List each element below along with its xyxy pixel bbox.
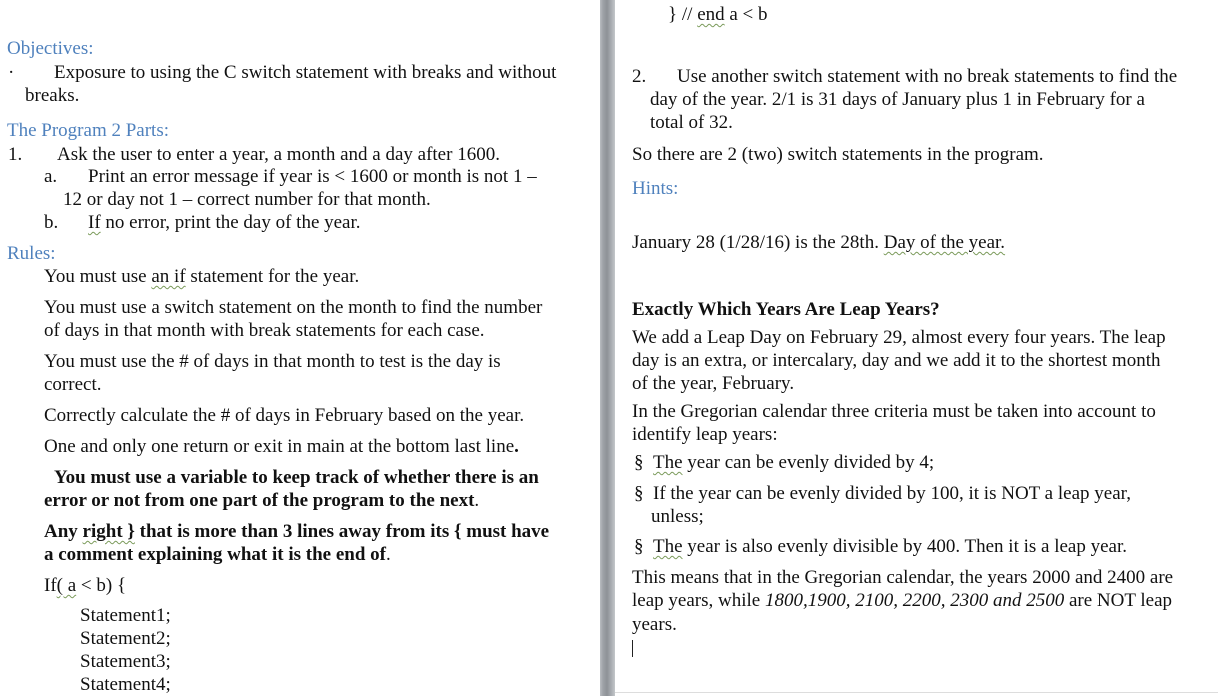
code-statement-2: Statement2;	[80, 628, 171, 649]
page-gutter	[600, 0, 615, 696]
hint-text	[632, 231, 1005, 254]
part1b-letter: b.	[44, 212, 59, 233]
rule-7-text: a comment explaining what it is the end of	[44, 544, 386, 565]
criterion-2-text: If the year can be evenly divided by 100, it is NOT a leap year,	[653, 483, 1131, 504]
means-line-2-pre: leap years, while	[632, 590, 765, 611]
rule-3-line-1: You must use the # of days in that month to test is the day is	[44, 351, 501, 372]
leap-heading: Exactly Which Years Are Leap Years?	[632, 299, 940, 320]
day-of-year-link[interactable]: Day of the year.	[883, 232, 1006, 253]
rule-6-line-2	[44, 489, 479, 512]
grammar-flag: right }	[82, 521, 135, 542]
rule-4: Correctly calculate the # of days in February based on the year.	[44, 405, 525, 426]
means-line-1: This means that in the Gregorian calendar, the years 2000 and 2400 are	[632, 567, 1174, 588]
part1-text: Ask the user to enter a year, a month and a day after 1600.	[57, 144, 500, 165]
code-if-keyword: If	[44, 575, 57, 596]
spelling-flag: an if	[151, 266, 186, 287]
criterion-3-text: year is also evenly divisible by 400. Then it is a leap year.	[682, 536, 1128, 557]
rule-7-line-2	[44, 543, 391, 566]
criterion-1-text: year can be evenly divided by 4;	[682, 452, 935, 473]
rule-7-post: that is more than 3 lines away from its { must have	[134, 521, 550, 542]
means-line-2-post: are NOT leap	[1064, 590, 1172, 611]
part2-line-1: Use another switch statement with no break statements to find the	[677, 66, 1178, 87]
means-line-3: years.	[632, 614, 677, 635]
rule-1-pre: You must use	[44, 266, 152, 287]
code-statement-3: Statement3;	[80, 651, 171, 672]
rule-2-line-1: You must use a switch statement on the month to find the number	[44, 297, 543, 318]
leap-p1-line-2: day is an extra, or intercalary, day and we add it to the shortest month	[632, 350, 1161, 371]
code-if-rest: < b) {	[76, 575, 127, 596]
spelling-flag: The	[653, 452, 683, 473]
rule-7-dot: .	[386, 544, 391, 565]
rule-6-line-1: You must use a variable to keep track of whether there is an	[54, 467, 539, 488]
rule-1	[44, 265, 359, 288]
part2-line-3: total of 32.	[650, 112, 733, 133]
spelling-flag: If	[88, 212, 101, 233]
end-brace: } //	[668, 4, 698, 25]
part2-number: 2.	[632, 66, 647, 87]
right-page	[615, 0, 1218, 696]
means-line-2	[632, 589, 1172, 612]
leap-p1-line-1: We add a Leap Day on February 29, almost every four years. The leap	[632, 327, 1166, 348]
rule-5	[44, 435, 519, 458]
criterion-2	[634, 482, 1131, 505]
part1b-text	[88, 211, 361, 234]
part2-line-2: day of the year. 2/1 is 31 days of January plus 1 in February for a	[650, 89, 1145, 110]
parts-heading: The Program 2 Parts:	[7, 120, 170, 141]
part1a-letter: a.	[44, 166, 58, 187]
objective-line-2: breaks.	[25, 85, 80, 106]
hints-heading: Hints:	[632, 178, 679, 199]
criterion-1	[634, 451, 934, 474]
part1b-rest: no error, print the day of the year.	[100, 212, 361, 233]
rule-1-post: statement for the year.	[185, 266, 360, 287]
part1a-line-2: 12 or day not 1 – correct number for that month.	[63, 189, 431, 210]
criterion-2-line-2: unless;	[651, 506, 704, 527]
rule-6-dot: .	[474, 490, 480, 511]
part1a-line-1: Print an error message if year is < 1600 or month is not 1 –	[88, 166, 537, 187]
spelling-flag: end	[697, 4, 725, 25]
end-brace-condition: a < b	[724, 4, 768, 25]
end-brace-comment	[668, 3, 768, 26]
two-switches-note: So there are 2 (two) switch statements in the program.	[632, 144, 1044, 165]
code-statement-1: Statement1;	[80, 605, 171, 626]
rule-7-line-1	[44, 520, 549, 543]
page-bottom-edge	[615, 692, 1218, 693]
rule-7-pre: Any	[44, 521, 83, 542]
leap-p2-line-1: In the Gregorian calendar three criteria must be taken into account to	[632, 401, 1156, 422]
section-sign-icon: §	[634, 452, 644, 473]
rule-6-text: error or not from one part of the program to the next	[44, 490, 475, 511]
leap-p1-line-3: of the year, February.	[632, 373, 795, 394]
code-statement-4: Statement4;	[80, 674, 171, 695]
spelling-flag: The	[653, 536, 683, 557]
bullet: ·	[8, 62, 15, 83]
hint-prefix: January 28 (1/28/16) is the 28th.	[632, 232, 884, 253]
section-sign-icon: §	[634, 536, 644, 557]
rule-2-line-2: of days in that month with break statements for each case.	[44, 320, 485, 341]
objectives-heading: Objectives:	[7, 38, 94, 59]
leap-p2-line-2: identify leap years:	[632, 424, 778, 445]
non-leap-years: 1800,1900, 2100, 2200, 2300 and 2500	[764, 590, 1065, 611]
spelling-flag: ( a	[56, 575, 77, 596]
section-sign-icon: §	[634, 483, 644, 504]
criterion-3	[634, 535, 1127, 558]
left-page	[0, 0, 600, 696]
rule-3-line-2: correct.	[44, 374, 102, 395]
rules-heading: Rules:	[7, 243, 56, 264]
objective-line-1: Exposure to using the C switch statement with breaks and without	[54, 62, 557, 83]
rule-5-text: One and only one return or exit in main at the bottom last line	[44, 436, 515, 457]
code-if	[44, 574, 126, 597]
part1-number: 1.	[8, 144, 23, 165]
text-cursor[interactable]	[632, 640, 633, 657]
rule-5-dot: .	[514, 436, 519, 457]
